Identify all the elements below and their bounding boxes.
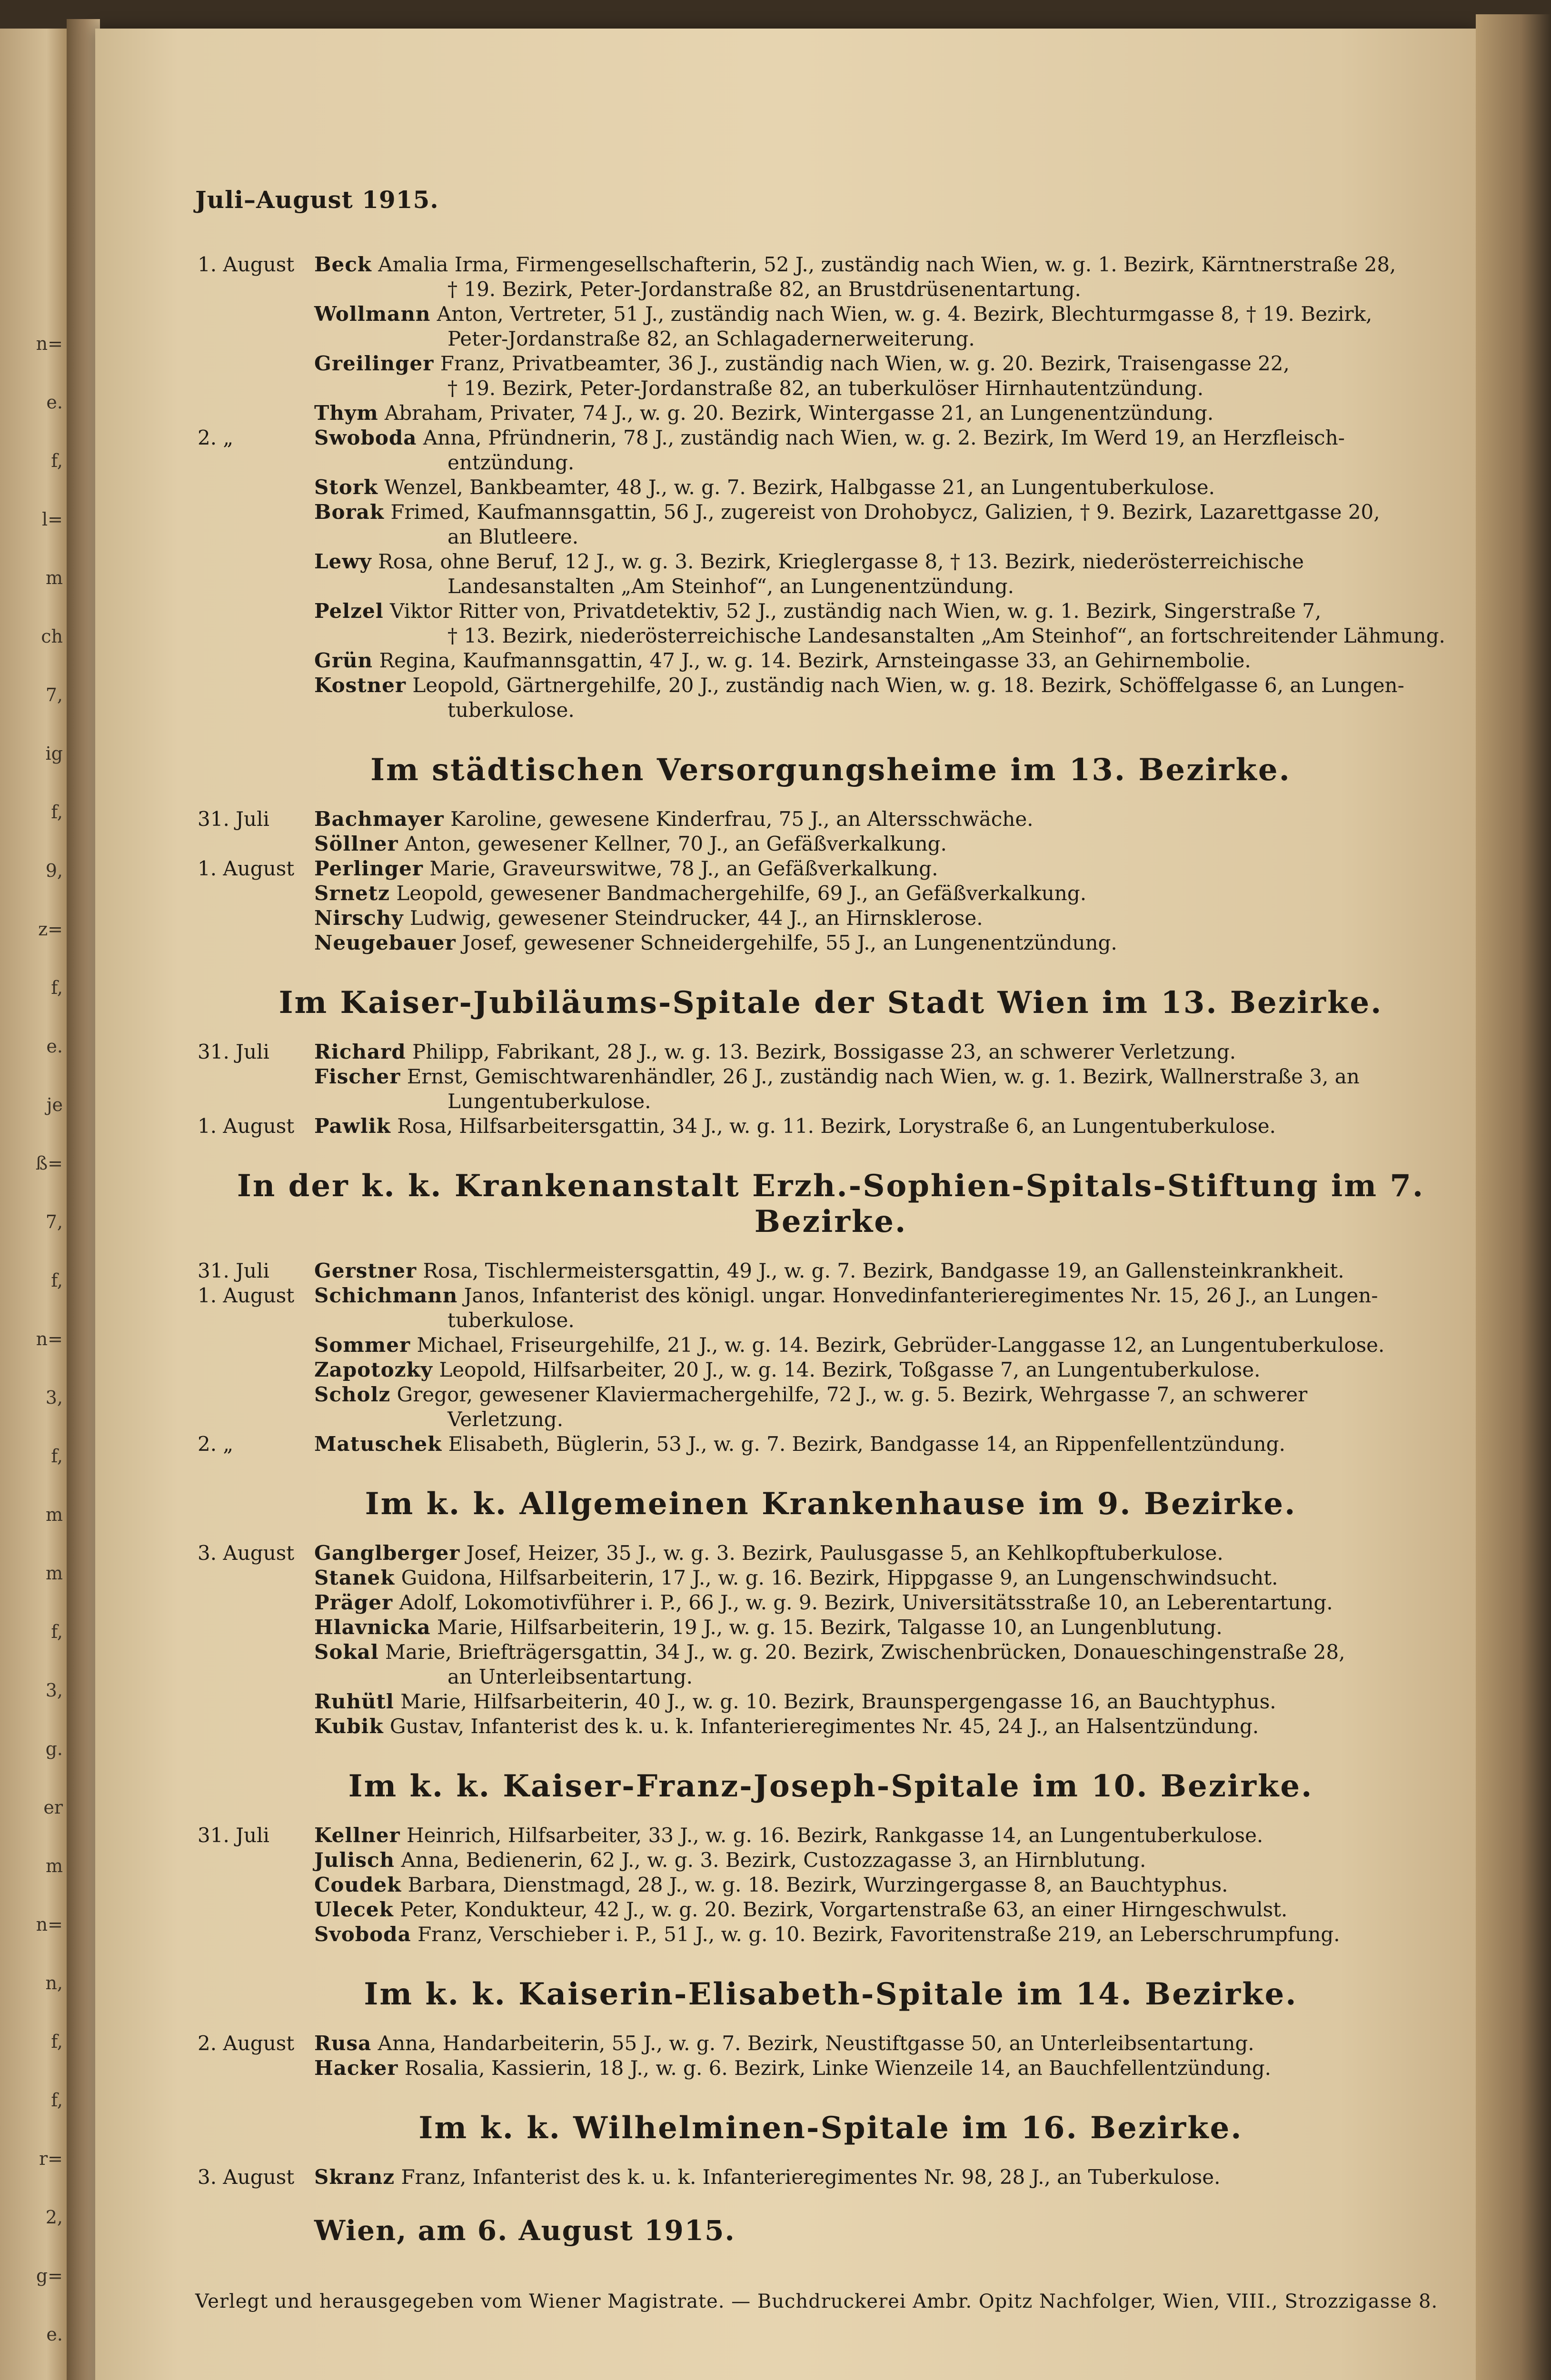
margin-fragment: f,	[51, 977, 63, 998]
entry-text	[314, 426, 1466, 475]
entry-name: Grün	[314, 649, 373, 672]
entry-date	[195, 1640, 314, 1689]
entry-continuation: † 13. Bezirk, niederösterreichische Landesanstalten „Am Steinhof“, an fortschreitender Lähmung.	[447, 624, 1445, 647]
entry-row	[195, 2056, 1466, 2081]
entry-continuation: Verletzung.	[447, 1408, 564, 1431]
entry-text	[314, 1040, 1466, 1064]
margin-fragment: z=	[38, 919, 63, 940]
entry-text	[314, 906, 1466, 931]
entry-details: Anna, Handarbeiterin, 55 J., w. g. 7. Bezirk, Neustiftgasse 50, an Unterleibsentartung.	[378, 2032, 1254, 2055]
entry-row	[195, 906, 1466, 931]
entry-date	[195, 881, 314, 906]
entry-text	[314, 1333, 1466, 1358]
margin-fragment: ch	[41, 626, 63, 647]
entry-text	[314, 1432, 1466, 1457]
entry-row	[195, 832, 1466, 856]
entry-name: Skranz	[314, 2165, 395, 2189]
entry-row	[195, 401, 1466, 426]
entry-details: Anna, Bedienerin, 62 J., w. g. 3. Bezirk, Custozzagasse 3, an Hirnblutung.	[401, 1848, 1146, 1872]
entry-name: Kellner	[314, 1824, 400, 1847]
entry-date: 31. Juli	[198, 1040, 269, 1063]
entry-name: Swoboda	[314, 426, 417, 449]
entry-details: Ernst, Gemischtwarenhändler, 26 J., zuständig nach Wien, w. g. 1. Bezirk, Wallnerstraße 3, an	[407, 1065, 1360, 1088]
margin-fragment: f,	[51, 450, 63, 471]
entry-date	[195, 906, 314, 931]
margin-fragment: je	[46, 1094, 63, 1115]
margin-fragment: 3,	[45, 1680, 63, 1701]
entry-date	[195, 1922, 314, 1947]
entry-name: Srnetz	[314, 882, 390, 905]
margin-fragment: m	[45, 1855, 63, 1876]
entry-row	[195, 2031, 1466, 2056]
entry-date: 31. Juli	[198, 1824, 269, 1847]
entry-details: Guidona, Hilfsarbeiterin, 17 J., w. g. 16. Bezirk, Hippgasse 9, an Lungenschwindsucht.	[401, 1566, 1278, 1589]
margin-fragment: f,	[51, 2031, 63, 2052]
margin-fragment: ß=	[35, 1153, 63, 1174]
entry-details: Franz, Privatbeamter, 36 J., zuständig nach Wien, w. g. 20. Bezirk, Traisengasse 22,	[440, 352, 1290, 375]
entry-details: Adolf, Lokomotivführer i. P., 66 J., w. g. 9. Bezirk, Universitätsstraße 10, an Leberentartung.	[399, 1591, 1333, 1614]
entry-date: 1. August	[198, 1284, 295, 1307]
margin-fragment: f,	[51, 1446, 63, 1467]
entries-list	[195, 252, 1466, 2312]
entry-text	[314, 2031, 1466, 2056]
entry-date	[195, 302, 314, 351]
entry-date	[195, 1848, 314, 1873]
closing-line: Wien, am 6. August 1915.	[314, 2214, 736, 2247]
entry-text	[314, 1873, 1466, 1897]
imprint: Verlegt und herausgegeben vom Wiener Magistrate. — Buchdruckerei Ambr. Opitz Nachfolger, Wien, VIII., Strozzigasse 8.	[195, 2291, 1438, 2312]
entry-date	[195, 401, 314, 426]
entry-date	[195, 832, 314, 856]
entry-date	[195, 931, 314, 955]
entry-row	[195, 673, 1466, 723]
entry-name: Ganglberger	[314, 1541, 460, 1565]
entry-name: Richard	[314, 1040, 406, 1063]
entry-name: Hacker	[314, 2056, 398, 2080]
entry-date	[195, 1714, 314, 1739]
entry-date: 3. August	[198, 2165, 295, 2189]
entry-date	[195, 1590, 314, 1615]
right-page-edge	[1476, 14, 1551, 2380]
entry-text	[314, 1590, 1466, 1615]
entry-row	[195, 1358, 1466, 1382]
entry-row	[195, 1114, 1466, 1139]
entry-name: Schichmann	[314, 1284, 458, 1307]
entry-details: Rosalia, Kassierin, 18 J., w. g. 6. Bezirk, Linke Wienzeile 14, an Bauchfellentzündung.	[404, 2056, 1272, 2080]
margin-fragment: 3,	[45, 1387, 63, 1408]
entry-row	[195, 1897, 1466, 1922]
entry-text	[314, 1823, 1466, 1848]
margin-fragment: e.	[46, 2324, 63, 2345]
section-title: Im städtischen Versorgungsheime im 13. Bezirke.	[370, 752, 1291, 788]
entry-name: Svoboda	[314, 1923, 411, 1946]
entry-date	[195, 475, 314, 500]
entry-name: Lewy	[314, 550, 372, 573]
entry-row	[195, 1823, 1466, 1848]
entry-row	[195, 1382, 1466, 1432]
entry-name: Thym	[314, 401, 378, 425]
entry-details: Viktor Ritter von, Privatdetektiv, 52 J., zuständig nach Wien, w. g. 1. Bezirk, Singerstraße 7,	[390, 599, 1322, 623]
entry-text	[314, 1358, 1466, 1382]
entry-row	[195, 302, 1466, 351]
entry-continuation: tuberkulose.	[447, 1309, 575, 1332]
entry-details: Ludwig, gewesener Steindrucker, 44 J., an Hirnsklerose.	[410, 906, 983, 930]
entry-details: Peter, Kondukteur, 42 J., w. g. 20. Bezirk, Vorgartenstraße 63, an einer Hirngeschwulst.	[400, 1898, 1288, 1921]
entry-row	[195, 1922, 1466, 1947]
entry-details: Michael, Friseurgehilfe, 21 J., w. g. 14. Bezirk, Gebrüder-Langgasse 12, an Lungentuberkulose.	[417, 1333, 1385, 1357]
entry-text	[314, 2165, 1466, 2190]
entry-row	[195, 2165, 1466, 2190]
entry-date	[195, 351, 314, 401]
entry-row	[195, 1615, 1466, 1640]
margin-fragment: f,	[51, 1270, 63, 1291]
entry-date: 3. August	[198, 1541, 295, 1565]
entry-continuation: an Unterleibsentartung.	[447, 1665, 693, 1688]
entry-text	[314, 881, 1466, 906]
entry-row	[195, 807, 1466, 832]
entry-details: Rosa, ohne Beruf, 12 J., w. g. 3. Bezirk, Krieglergasse 8, † 13. Bezirk, niederösterreichische	[378, 550, 1304, 573]
entry-details: Anna, Pfründnerin, 78 J., zuständig nach Wien, w. g. 2. Bezirk, Im Werd 19, an Herzfleisch-	[423, 426, 1345, 449]
entry-details: Franz, Infanterist des k. u. k. Infanterieregimentes Nr. 98, 28 J., an Tuberkulose.	[401, 2165, 1221, 2189]
margin-fragment: m	[45, 567, 63, 588]
entry-text	[314, 252, 1466, 302]
entry-details: Marie, Hilfsarbeiterin, 40 J., w. g. 10. Bezirk, Braunspergengasse 16, an Bauchtyphus.	[400, 1690, 1276, 1713]
entry-text	[314, 302, 1466, 351]
entry-name: Sommer	[314, 1333, 411, 1357]
entry-row	[195, 1432, 1466, 1457]
entry-date: 31. Juli	[198, 1259, 269, 1282]
margin-fragment: f,	[51, 802, 63, 823]
entry-details: Rosa, Tischlermeistersgattin, 49 J., w. g. 7. Bezirk, Bandgasse 19, an Gallensteinkrankheit.	[423, 1259, 1344, 1282]
entry-text	[314, 1382, 1466, 1432]
margin-fragment: n,	[45, 1973, 63, 1993]
entry-details: Rosa, Hilfsarbeitersgattin, 34 J., w. g. 11. Bezirk, Lorystraße 6, an Lungentuberkulose.	[397, 1114, 1276, 1138]
entry-details: Amalia Irma, Firmengesellschafterin, 52 J., zuständig nach Wien, w. g. 1. Bezirk, Kärntnerstraße 28,	[378, 253, 1396, 276]
entry-continuation: Landesanstalten „Am Steinhof“, an Lungenentzündung.	[447, 575, 1014, 598]
entry-details: Josef, gewesener Schneidergehilfe, 55 J., an Lungenentzündung.	[462, 931, 1117, 954]
entry-details: Philipp, Fabrikant, 28 J., w. g. 13. Bezirk, Bossigasse 23, an schwerer Verletzung.	[412, 1040, 1236, 1063]
entry-text	[314, 856, 1466, 881]
entry-name: Scholz	[314, 1383, 391, 1406]
entry-row	[195, 252, 1466, 302]
entry-details: Marie, Graveurswitwe, 78 J., an Gefäßverkalkung.	[429, 857, 938, 880]
entry-date: 1. August	[198, 857, 295, 880]
entry-date: 2. August	[198, 2032, 295, 2055]
entry-details: Barbara, Dienstmagd, 28 J., w. g. 18. Bezirk, Wurzingergasse 8, an Bauchtyphus.	[408, 1873, 1228, 1896]
margin-fragment: m	[45, 1563, 63, 1584]
margin-fragment: e.	[46, 1036, 63, 1057]
entry-details: Elisabeth, Büglerin, 53 J., w. g. 7. Bezirk, Bandgasse 14, an Rippenfellentzündung.	[448, 1432, 1285, 1456]
entry-date: 1. August	[198, 1114, 295, 1138]
entry-name: Ulecek	[314, 1898, 394, 1921]
margin-fragment: r=	[39, 2148, 63, 2169]
entry-text	[314, 549, 1466, 599]
entry-row	[195, 426, 1466, 475]
entry-name: Coudek	[314, 1873, 402, 1896]
entry-name: Fischer	[314, 1065, 401, 1088]
margin-fragment: n=	[36, 1914, 63, 1935]
entry-details: Gregor, gewesener Klaviermachergehilfe, 72 J., w. g. 5. Bezirk, Wehrgasse 7, an schwerer	[397, 1383, 1308, 1406]
entry-details: Heinrich, Hilfsarbeiter, 33 J., w. g. 16. Bezirk, Rankgasse 14, an Lungentuberkulose.	[406, 1824, 1263, 1847]
entry-details: Anton, gewesener Kellner, 70 J., an Gefäßverkalkung.	[405, 832, 947, 855]
entry-name: Beck	[314, 253, 372, 276]
margin-fragment: 2,	[45, 2207, 63, 2228]
entry-date: 1. August	[198, 253, 295, 276]
entry-date	[195, 2056, 314, 2081]
entry-text	[314, 1689, 1466, 1714]
entry-text	[314, 1897, 1466, 1922]
entry-date	[195, 1333, 314, 1358]
entry-text	[314, 673, 1466, 723]
entry-text	[314, 1566, 1466, 1590]
margin-fragment: n=	[36, 1329, 63, 1349]
margin-fragment: 7,	[45, 1211, 63, 1232]
entry-details: Abraham, Privater, 74 J., w. g. 20. Bezirk, Wintergasse 21, an Lungenentzündung.	[385, 401, 1214, 425]
entry-row	[195, 1259, 1466, 1283]
entry-name: Hlavnicka	[314, 1616, 431, 1639]
entry-name: Matuschek	[314, 1432, 442, 1456]
entry-text	[314, 2056, 1466, 2081]
entry-continuation: † 19. Bezirk, Peter-Jordanstraße 82, an tuberkulöser Hirnhautentzündung.	[447, 377, 1204, 400]
margin-fragment: f,	[51, 2090, 63, 2111]
entry-details: Marie, Briefträgersgattin, 34 J., w. g. 20. Bezirk, Zwischenbrücken, Donaueschingenstraße 28,	[385, 1640, 1345, 1664]
entry-name: Wollmann	[314, 302, 431, 326]
entry-date	[195, 1615, 314, 1640]
section-title: Im Kaiser-Jubiläums-Spitale der Stadt Wien im 13. Bezirke.	[278, 985, 1383, 1021]
entry-text	[314, 1541, 1466, 1566]
section-title: Im k. k. Kaiserin-Elisabeth-Spitale im 14. Bezirke.	[364, 1976, 1298, 2012]
entry-details: Frimed, Kaufmannsgattin, 56 J., zugereist von Drohobycz, Galizien, † 9. Bezirk, Lazarettgasse 20,	[390, 500, 1380, 524]
entry-row	[195, 1333, 1466, 1358]
entry-text	[314, 648, 1466, 673]
entry-name: Pelzel	[314, 599, 384, 623]
entry-date	[195, 1064, 314, 1114]
entry-text	[314, 1064, 1466, 1114]
entry-name: Ruhütl	[314, 1690, 394, 1713]
entry-date	[195, 1566, 314, 1590]
entry-row	[195, 549, 1466, 599]
entry-row	[195, 1064, 1466, 1114]
entry-row	[195, 500, 1466, 549]
page	[95, 29, 1476, 2380]
entry-date	[195, 599, 314, 648]
entry-details: Anton, Vertreter, 51 J., zuständig nach Wien, w. g. 4. Bezirk, Blechturmgasse 8, † 19. Bezirk,	[437, 302, 1372, 326]
entry-text	[314, 1922, 1466, 1947]
entry-text	[314, 1615, 1466, 1640]
entry-date	[195, 1897, 314, 1922]
entry-text	[314, 475, 1466, 500]
entry-date: 2. „	[198, 1432, 234, 1456]
entry-details: Marie, Hilfsarbeiterin, 19 J., w. g. 15. Bezirk, Talgasse 10, an Lungenblutung.	[437, 1616, 1223, 1639]
entry-date	[195, 1689, 314, 1714]
entry-text	[314, 599, 1466, 648]
entry-row	[195, 1848, 1466, 1873]
section-title: Im k. k. Kaiser-Franz-Joseph-Spitale im 10. Bezirke.	[348, 1768, 1313, 1804]
entry-row	[195, 648, 1466, 673]
entry-name: Greilinger	[314, 352, 434, 375]
margin-fragment: er	[43, 1797, 63, 1818]
entry-name: Bachmayer	[314, 807, 444, 831]
entry-text	[314, 500, 1466, 549]
entry-date	[195, 1873, 314, 1897]
entry-date	[195, 648, 314, 673]
entry-name: Pawlik	[314, 1114, 391, 1138]
margin-fragment: e.	[46, 392, 63, 413]
entry-continuation: Peter-Jordanstraße 82, an Schlagadernerweiterung.	[447, 327, 975, 350]
entry-continuation: † 19. Bezirk, Peter-Jordanstraße 82, an Brustdrüsenentartung.	[447, 278, 1081, 301]
entry-continuation: tuberkulose.	[447, 698, 575, 722]
margin-fragment: 9,	[45, 860, 63, 881]
entry-details: Gustav, Infanterist des k. u. k. Infanterieregimentes Nr. 45, 24 J., an Halsentzündung.	[389, 1715, 1259, 1738]
margin-fragment: ig	[45, 743, 63, 764]
entry-row	[195, 856, 1466, 881]
entry-row	[195, 1566, 1466, 1590]
entry-name: Kubik	[314, 1715, 384, 1738]
entry-date	[195, 1358, 314, 1382]
entry-date	[195, 500, 314, 549]
entry-text	[314, 1640, 1466, 1689]
entry-text	[314, 1114, 1466, 1139]
entry-text	[314, 931, 1466, 955]
section-title: In der k. k. Krankenanstalt Erzh.-Sophien-Spitals-Stiftung im 7. Bezirke.	[237, 1168, 1425, 1240]
margin-fragment: f,	[51, 1621, 63, 1642]
entry-name: Stanek	[314, 1566, 395, 1589]
entry-text	[314, 1714, 1466, 1739]
entry-name: Perlinger	[314, 857, 423, 880]
section-title: Im k. k. Allgemeinen Krankenhause im 9. Bezirke.	[365, 1486, 1297, 1522]
entry-text	[314, 401, 1466, 426]
entry-name: Söllner	[314, 832, 398, 855]
entry-name: Neugebauer	[314, 931, 456, 954]
margin-fragment: 7,	[45, 684, 63, 705]
entry-row	[195, 1283, 1466, 1333]
left-page-edge	[0, 29, 67, 2380]
entry-row	[195, 1714, 1466, 1739]
entry-text	[314, 807, 1466, 832]
entry-name: Kostner	[314, 674, 407, 697]
entry-continuation: Lungentuberkulose.	[447, 1090, 651, 1113]
entry-text	[314, 832, 1466, 856]
margin-fragment: g=	[36, 2265, 63, 2286]
margin-fragment: l=	[42, 509, 63, 530]
entry-name: Präger	[314, 1591, 393, 1614]
entry-text	[314, 1848, 1466, 1873]
entry-continuation: entzündung.	[447, 451, 575, 474]
entry-date	[195, 673, 314, 723]
entry-row	[195, 1590, 1466, 1615]
entry-date	[195, 549, 314, 599]
entry-name: Sokal	[314, 1640, 379, 1664]
entry-details: Leopold, Hilfsarbeiter, 20 J., w. g. 14. Bezirk, Toßgasse 7, an Lungentuberkulose.	[439, 1358, 1261, 1381]
entry-details: Franz, Verschieber i. P., 51 J., w. g. 10. Bezirk, Favoritenstraße 219, an Leberschrumpfung.	[418, 1923, 1340, 1946]
page-header: Juli–August 1915.	[195, 186, 439, 214]
entry-row	[195, 881, 1466, 906]
entry-details: Regina, Kaufmannsgattin, 47 J., w. g. 14. Bezirk, Arnsteingasse 33, an Gehirnembolie.	[379, 649, 1251, 672]
entry-text	[314, 1259, 1466, 1283]
entry-details: Janos, Infanterist des königl. ungar. Honvedinfanterieregimentes Nr. 15, 26 J., an Lungen-	[464, 1284, 1378, 1307]
entry-row	[195, 1040, 1466, 1064]
entry-date: 2. „	[198, 426, 234, 449]
entry-name: Borak	[314, 500, 384, 524]
entry-continuation: an Blutleere.	[447, 525, 579, 548]
entry-name: Zapotozky	[314, 1358, 433, 1381]
entry-date	[195, 1382, 314, 1432]
entry-details: Josef, Heizer, 35 J., w. g. 3. Bezirk, Paulusgasse 5, an Kehlkopftuberkulose.	[466, 1541, 1223, 1565]
entry-name: Julisch	[314, 1848, 395, 1872]
entry-name: Nirschy	[314, 906, 404, 930]
entry-name: Gerstner	[314, 1259, 417, 1282]
entry-row	[195, 1873, 1466, 1897]
entry-details: Karoline, gewesene Kinderfrau, 75 J., an Altersschwäche.	[450, 807, 1034, 831]
entry-row	[195, 351, 1466, 401]
entry-text	[314, 351, 1466, 401]
entry-details: Leopold, Gärtnergehilfe, 20 J., zuständig nach Wien, w. g. 18. Bezirk, Schöffelgasse 6, an Lungen-	[412, 674, 1404, 697]
entry-row	[195, 1541, 1466, 1566]
margin-fragment: g.	[45, 1738, 63, 1759]
entry-row	[195, 1689, 1466, 1714]
entry-text	[314, 1283, 1466, 1333]
margin-fragment: m	[45, 1504, 63, 1525]
margin-fragment: n=	[36, 333, 63, 354]
entry-row	[195, 475, 1466, 500]
entry-name: Stork	[314, 476, 378, 499]
section-title: Im k. k. Wilhelminen-Spitale im 16. Bezirke.	[418, 2110, 1243, 2146]
entry-details: Leopold, gewesener Bandmachergehilfe, 69 J., an Gefäßverkalkung.	[396, 882, 1087, 905]
entry-row	[195, 1640, 1466, 1689]
entry-details: Wenzel, Bankbeamter, 48 J., w. g. 7. Bezirk, Halbgasse 21, an Lungentuberkulose.	[384, 476, 1215, 499]
entry-name: Rusa	[314, 2032, 372, 2055]
entry-date: 31. Juli	[198, 807, 269, 831]
entry-row	[195, 931, 1466, 955]
entry-row	[195, 599, 1466, 648]
